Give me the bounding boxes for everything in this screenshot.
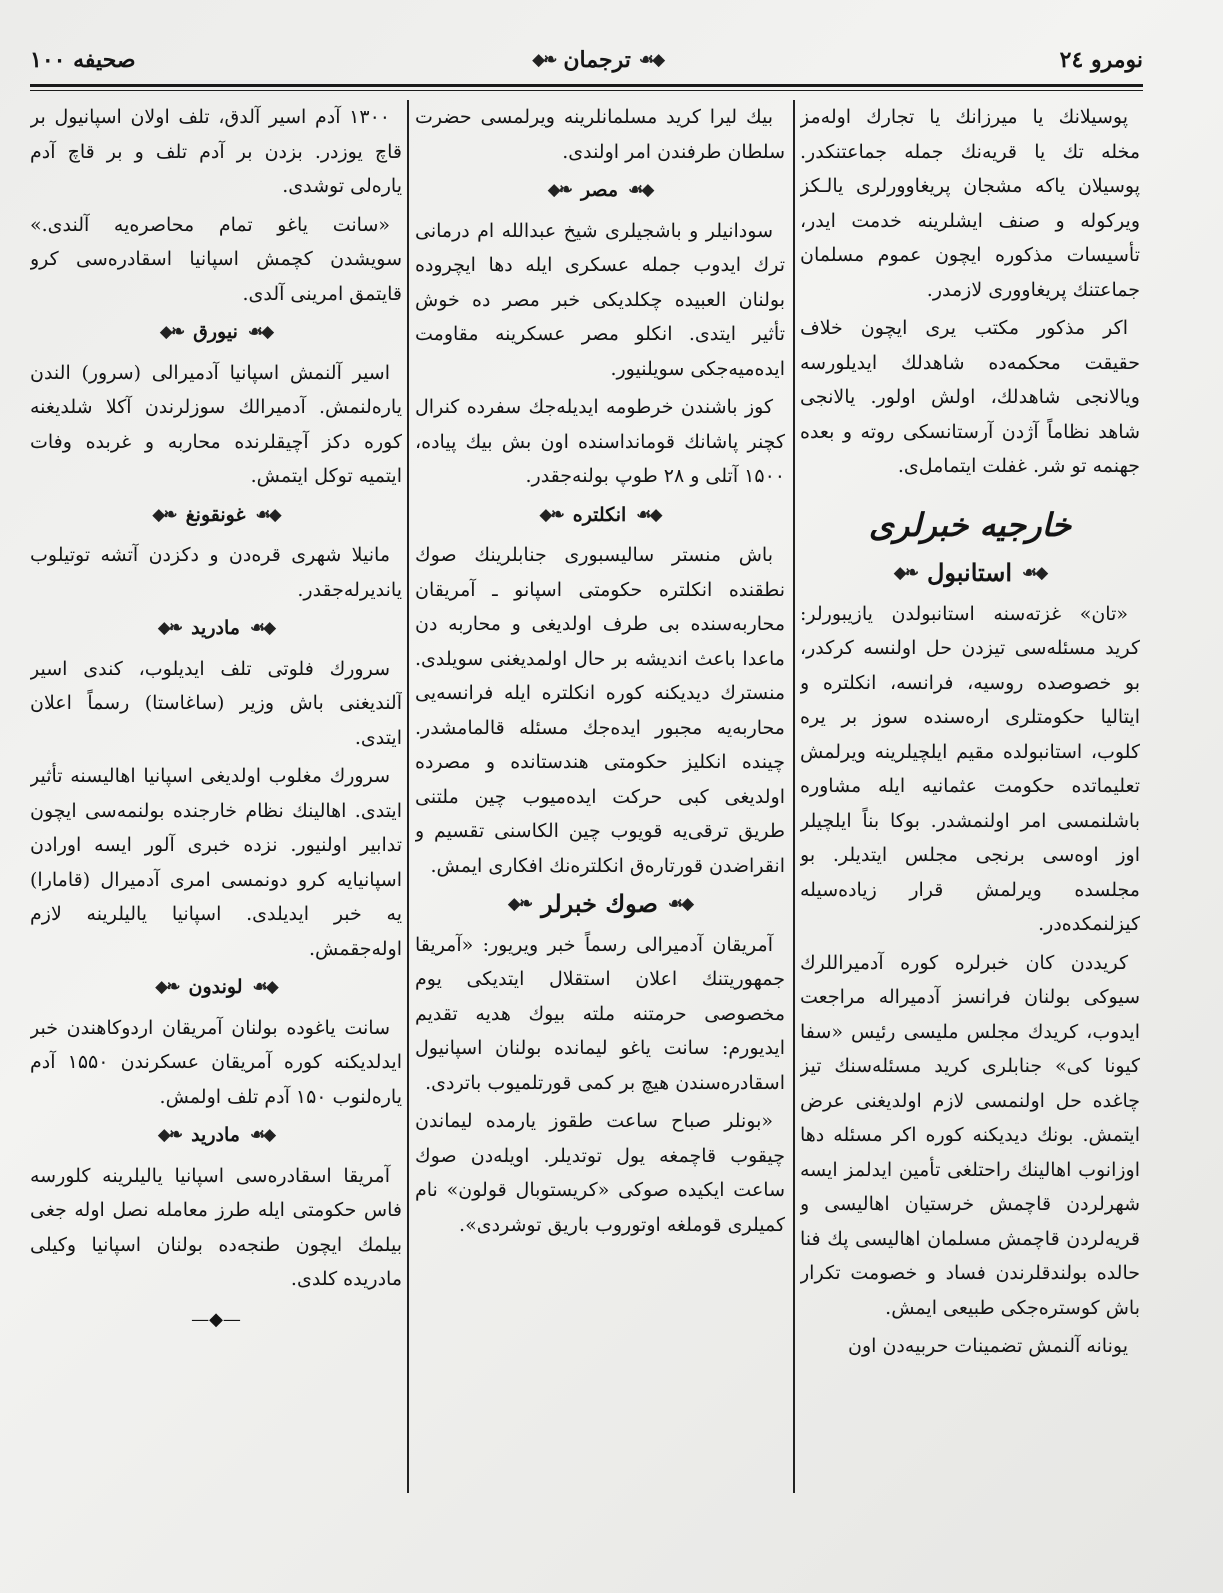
left-column	[30, 100, 402, 1553]
article-paragraph: سانت یاغوده بولنان آمریقان اردوکاهندن خبر ایدلدیکنه کوره آمریقان عسکرندن ۱۵۵۰ آدم یاره‌لنوب ۱۵۰ آدم تلف اولمش.	[30, 1016, 402, 1108]
ornament-icon: ◆☙	[249, 618, 275, 638]
article-paragraph: «تان» غزته‌سنه استانبولدن یازیبورلر: کرید مسئله‌سی تیزدن حل اولنسه کرکدر، بو خصوصده روسیه، فرانسه، انکلتره و ایتالیا حکومتلری اره‌سنده سوز بر یره کلوب، استانبولده مقیم ایلچیلرینه ویرلمش تعلیماتده حکومت عثمانیه ایله مشاوره با‌شلنمسی امر اولنمشدر. بوکا بناً ایلچیلر اوز اوه‌سی برنجی مجلس ایتدیلر. بو مجلسده ویرلمش قرار زیاده‌سیله کیزلنمکده‌در.	[800, 602, 1140, 935]
section-heading	[30, 611, 402, 646]
ornament-icon: ◆☙	[255, 504, 280, 525]
page-header	[30, 40, 1143, 80]
section-heading	[30, 1118, 402, 1153]
article-paragraph: یونانه آلنمش تضمینات حربیه‌دن اون	[848, 1335, 1128, 1357]
section-heading	[30, 970, 402, 1005]
ornament-icon: ❧◆	[539, 504, 563, 525]
ornament-icon: ❧◆	[547, 180, 571, 200]
section-heading	[415, 498, 785, 533]
section-heading	[30, 498, 402, 533]
right-column	[800, 100, 1140, 1553]
page-number: صحیفه ۱۰۰	[30, 47, 136, 73]
article-paragraph: آمریقا اسقادره‌سی اسپانیا یالیلرینه کلورسه فاس حکومتی ایله طرز معامله نصل اوله جغی بیلمك ایچون طنجه‌ده بولنان اسپانیا وکیلی مادریده کلدی.	[30, 1164, 402, 1290]
section-heading	[30, 315, 402, 350]
ornament-icon: ◆☙	[628, 180, 653, 200]
section-heading	[800, 556, 1140, 591]
masthead	[532, 47, 663, 73]
section-title: لوندون	[188, 976, 243, 998]
article-paragraph: سودانیلر و باشجیلری شیخ عبدالله ام درمانی ترك ایدوب جمله عسکری ایله دها ایچروده بولنان العبیده چکلدیکی خبر مصر ده خوش تأثیر ایتدی. انکلو مصر عسکرینه مقاومت ایده‌میه‌جکی سویلنیور.	[415, 219, 785, 380]
section-title: انکلتره	[572, 503, 627, 526]
header-rule	[30, 84, 1143, 91]
issue-number: نومرو ۲٤	[1059, 47, 1143, 73]
section-banner-title: خارجیه خبرلری	[868, 505, 1072, 544]
column-divider	[407, 100, 409, 1493]
section-title: صوك خبرلر	[541, 889, 658, 918]
section-title: غونقونغ	[185, 503, 246, 526]
ornament-icon: ◆☙	[247, 322, 273, 342]
section-title: مادرید	[191, 1124, 240, 1146]
ornament-icon: ◆☙	[636, 504, 661, 525]
ornament-icon: ❧◆	[893, 563, 917, 583]
ornament-icon: ❧◆	[152, 504, 176, 525]
article-paragraph: آمریقان آدمیرالی رسماً خبر ویریور: «آمریقا جمهوریتنك اعلان استقلال ایتدیکی یوم مخصوصی حرمتنه ملته بیوك هدیه تقدیم ایدیورم: سانت یاغو لیمانده بولنان اسپانیول اسقادره‌سندن هیچ بر کمی قورتلمیوب باتردی.	[415, 933, 785, 1094]
article-paragraph: پوسیلانك یا میرزانك یا تجارك اوله‌مز مخله تك یا قریه‌نك جمله جماعتنكدر. پوسیلان یاکه مشجان پریغاوورلری یالـکز ویرکوله و صنف ایشلرینه خدمت ایدر، تأسیسات مذکوره ایچون عموم مسلمان جماعتنك پریغاووری لازمدر.	[800, 106, 1140, 301]
article-paragraph: باش منستر سالیسبوری جنابلرینك صوك نطقنده انکلتره حکومتی اسپانو ـ آمریقان محاربه‌سنده بی طرف اولدیغی و محاربه دن ماعدا باعث اندیشه بر حال اولمدیغنی سویلدی. منسترك دیدیکنه کوره انکلتره ایله فرانسه‌یی محاربه‌یه مجبور ایده‌جك مسئله قالمامشدر. چینده انکلیز حکومتی هندستانده و مصرده اولدیغی کبی حرکت ایده‌میوب چین ملتنی طریق ترقی‌یه قویوب چین الکاسنی تقسیم و انقراضدن قورتاره‌ق انکلتره‌نك افکاری ایمش.	[415, 544, 785, 877]
section-title: مادرید	[191, 617, 240, 639]
ornament-icon: ◆☙	[249, 1125, 275, 1145]
ornament-icon: ◆☙	[252, 977, 277, 997]
ornament-icon: ❧◆	[507, 894, 532, 914]
article-paragraph: بیك لیرا کرید مسلمانلرینه ویرلمسی حضرت سلطان طرفندن امر اولندی.	[415, 106, 785, 163]
article-paragraph: مانیلا شهری قره‌دن و دکزدن آتشه توتیلوب یاندیرله‌جقدر.	[30, 544, 402, 601]
ornament-icon: ❧◆	[155, 977, 179, 997]
article-paragraph: اسیر آلنمش اسپانیا آدمیرالی (سرور) الندن یاره‌لنمش. آدمیرالك سوزلرندن آکلا شلدیغنه کوره دکز آچیقلرنده محاربه و غربده وفات ایتمیه توکل ایتمش.	[30, 361, 402, 487]
footer-ornament-icon: —◆—	[191, 1308, 241, 1330]
masthead-title: ترجمان	[563, 47, 631, 73]
middle-column	[415, 100, 785, 1553]
ornament-icon: ❧◆	[159, 322, 184, 342]
article-paragraph: اکر مذکور مکتب یری ایچون خلاف حقیقت محکمه‌ده شاهدلك ایدیلورسه ویالانجی شاهدلك، اولش اولور. یالانجی شاهد نظاماً آژدن آرستانسکی روته و بعده جهنمه تو شر. غفلت ایتمامل‌ی.	[800, 317, 1140, 477]
section-title: استانبول	[926, 558, 1013, 587]
section-title: نیورق	[193, 321, 238, 343]
ornament-icon: ◆☙	[638, 50, 664, 70]
ornament-icon: ◆☙	[1022, 563, 1047, 583]
article-paragraph: سرورك فلوتی تلف ایدیلوب، کندی اسیر آلندیغنی باش وزیر (ساغاستا) رسماً اعلان ایتدی.	[30, 657, 402, 749]
section-heading	[415, 887, 785, 922]
article-paragraph: سرورك مغلوب اولدیغی اسپانیا اهالیسنه تأثیر ایتدی. اهالینك نظام خارجنده بولنمه‌سی ایچون تدابیر اولنیور. نزده خبری آلور ایسه اورادن اسپانیایه کرو دونمسی امری آدمیرال (قامارا) یه خبر ایدیلدی. اسپانیا یالیلرینه لازم اوله‌جقمش.	[30, 765, 402, 960]
article-paragraph: کوز باشندن خرطومه ایدیله‌جك سفرده کنرال کچنر پاشانك قوماندا‌سنده اون بش بیك پیاده، ۱۵۰۰ آتلی و ۲۸ طوپ بولنه‌جقدر.	[415, 396, 785, 487]
article-paragraph: «سانت یاغو تمام محاصره‌یه آلندی.» سویشدن کچمش اسپانیا اسقادره‌سی کرو قایتمق امرینی آلدی.	[30, 213, 402, 305]
article-paragraph: «بونلر صباح ساعت طقوز یارمده لیماندن چیقوب قاچمغه یول توتدیلر. اویله‌دن صوك ساعت ایکیده صوکی «کریستوبال قولون» نام کمیلری قوملغه اوتوروب باریق توشردی».	[415, 1110, 785, 1236]
ornament-icon: ◆☙	[667, 894, 693, 914]
ornament-icon: ❧◆	[157, 618, 182, 638]
ornament-icon: ❧◆	[532, 50, 556, 70]
section-heading	[415, 173, 785, 208]
ornament-icon: ❧◆	[157, 1125, 182, 1145]
column-divider	[793, 100, 795, 1493]
section-title: مصر	[580, 179, 619, 201]
article-paragraph: ۱۳۰۰ آدم اسیر آلدق، تلف اولان اسپانیول بر قاچ یوزدر. بزدن بر آدم تلف و بر قاچ آدم یاره‌لی توشدی.	[30, 106, 402, 197]
article-paragraph: کریددن کان خبرلره کوره آدمیراللرك سیوکی بولنان فرانسز آدمیراله مراجعت ایدوب، کریدك مجلس ملیسی رئیس «سفا کیونا کی» جنابلری کرید مسئله‌سنك تیز چاغده حل اولنمسی لازم اولدیغنی عرض ایتمش. بونك دیدیکنه کوره اکر مسئله دها اوزانوب اهالینك راحتلغی تأمین ایدلمز ایسه شهرلردن قاچمش خرستیان اهالیسی و قریه‌لردن قاچمش مسلمان اهالیسی پك فنا حالده بولندقلرندن فساد و خصومت تکرار باش کوستره‌جکی طبیعی ایمش.	[800, 951, 1140, 1319]
